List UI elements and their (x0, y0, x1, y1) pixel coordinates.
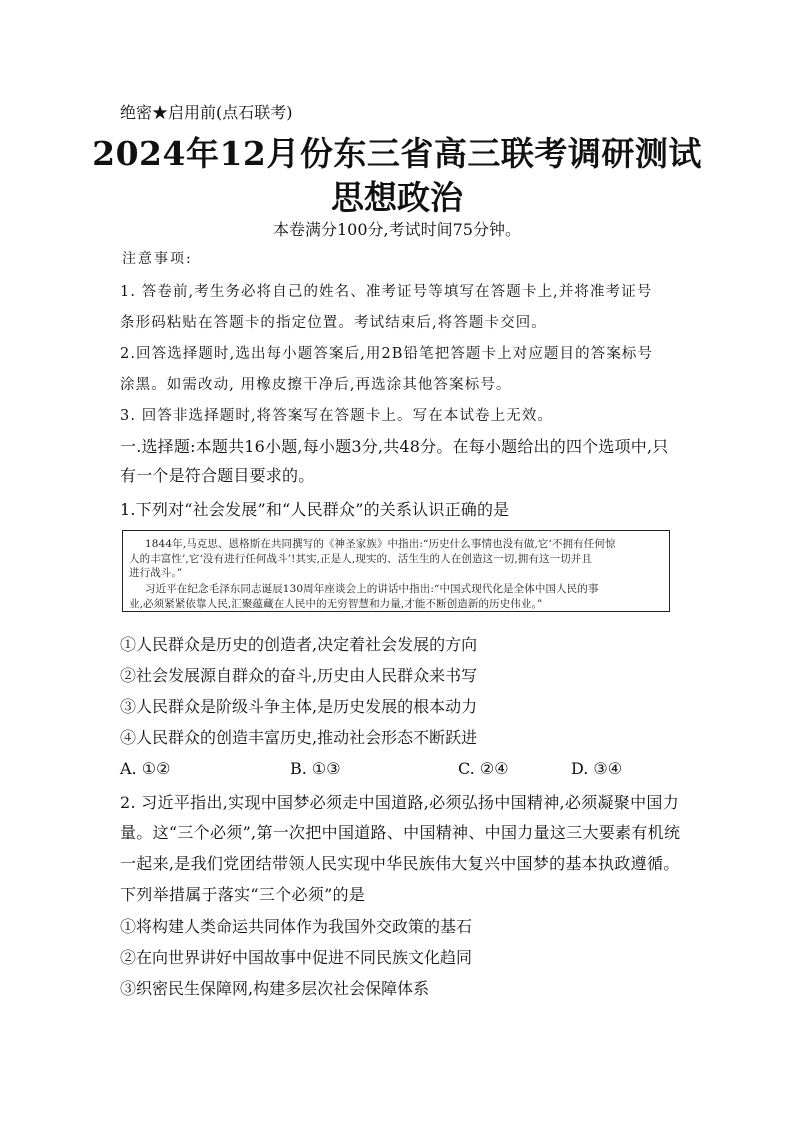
section-instructions: 有一个是符合题目要求的。 (120, 466, 315, 485)
question-1-statement: ③人民群众是阶级斗争主体,是历史发展的根本动力 (120, 697, 478, 716)
question-1-option-c: C. ②④ (458, 759, 509, 778)
section-instructions: 一.选择题:本题共16小题,每小题3分,共48分。在每小题给出的四个选项中,只 (120, 437, 669, 456)
notice-line: 3. 回答非选择题时,将答案写在答题卡上。写在本试卷上无效。 (120, 408, 554, 424)
material-line: 1844年,马克思、恩格斯在共同撰写的《神圣家族》中指出:“历史什么事情也没有做,它‘不拥有任何惊 (145, 538, 616, 550)
question-2-statement: ①将构建人类命运共同体作为我国外交政策的基石 (120, 917, 473, 936)
notice-line: 条形码粘贴在答题卡的指定位置。考试结束后,将答题卡交回。 (120, 315, 547, 331)
notice-heading: 注意事项: (122, 251, 193, 267)
subject-title: 思想政治 (331, 178, 463, 217)
notice-line: 2.回答选择题时,选出每小题答案后,用2B铅笔把答题卡上对应题目的答案标号 (120, 346, 654, 362)
question-1-option-d: D. ③④ (571, 759, 623, 778)
question-1-statement: ②社会发展源自群众的奋斗,历史由人民群众来书写 (120, 666, 478, 685)
question-1-statement: ①人民群众是历史的创造者,决定着社会发展的方向 (120, 635, 478, 654)
score-time-note: 本卷满分100分,考试时间75分钟。 (273, 220, 521, 239)
question-2-statement: ②在向世界讲好中国故事中促进不同民族文化趋同 (120, 948, 473, 967)
material-line: 习近平在纪念毛泽东同志诞辰130周年座谈会上的讲话中指出:“中国式现代化是全体中国人民的事 (145, 583, 599, 595)
material-line: 人的丰富性’,它‘没有进行任何战斗’!其实,正是人,现实的、活生生的人在创造这一切,拥有这一切并且 (129, 553, 592, 565)
question-1-statement: ④人民群众的创造丰富历史,推动社会形态不断跃进 (120, 728, 478, 747)
material-line: 进行战斗。” (129, 567, 183, 579)
question-1-material-box (122, 530, 670, 612)
question-2-stem: 下列举措属于落实“三个必须”的是 (120, 885, 366, 904)
question-1-stem: 1.下列对“社会发展”和“人民群众”的关系认识正确的是 (120, 500, 510, 519)
exam-title: 2024年12月份东三省高三联考调研测试 (92, 134, 702, 173)
question-1-option-a: A. ①② (120, 759, 171, 778)
question-1-option-b: B. ①③ (290, 759, 341, 778)
notice-line: 涂黑。如需改动, 用橡皮擦干净后,再选涂其他答案标号。 (120, 377, 512, 393)
notice-line: 1. 答卷前,考生务必将自己的姓名、准考证号等填写在答题卡上,并将准考证号 (120, 284, 653, 300)
material-line: 业,必须紧紧依靠人民,汇聚蕴藏在人民中的无穷智慧和力量,才能不断创造新的历史伟业。” (129, 598, 543, 610)
question-2-stem: 一起来,是我们党团结带领人民实现中华民族伟大复兴中国梦的基本执政遵循。 (120, 854, 680, 873)
question-2-statement: ③织密民生保障网,构建多层次社会保障体系 (120, 979, 430, 998)
confidential-label: 绝密★启用前(点石联考) (120, 103, 293, 122)
question-2-stem: 量。这“三个必须”,第一次把中国道路、中国精神、中国力量这三大要素有机统 (120, 823, 681, 842)
question-2-stem: 2. 习近平指出,实现中国梦必须走中国道路,必须弘扬中国精神,必须凝聚中国力 (120, 793, 680, 812)
